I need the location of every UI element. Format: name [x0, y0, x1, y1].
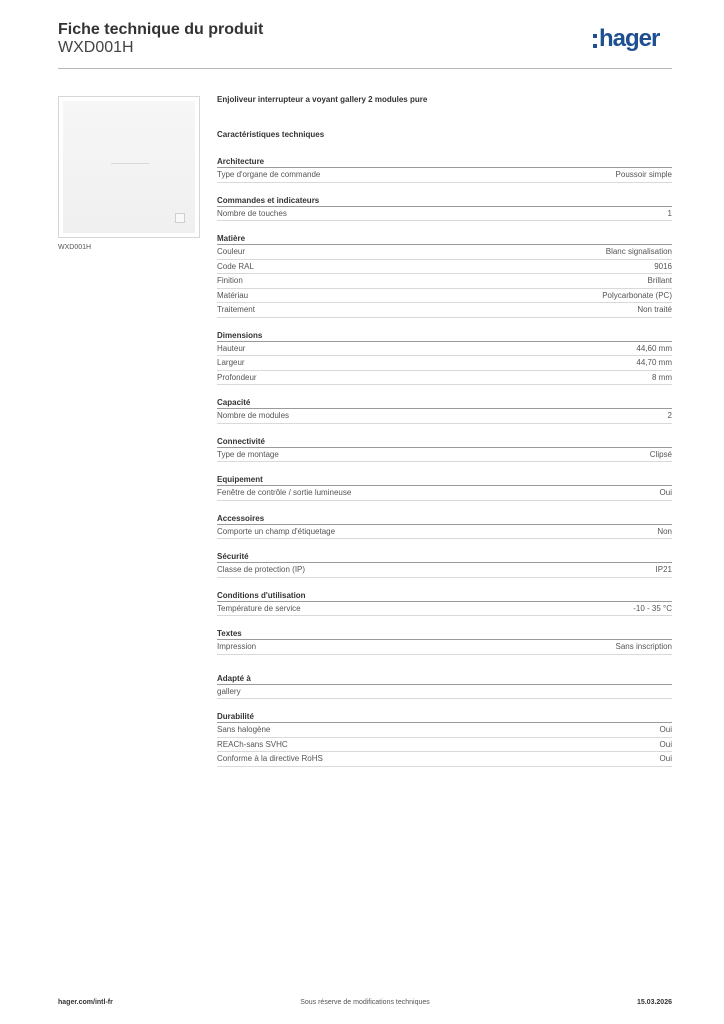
spec-content: [217, 95, 672, 779]
footer-website-link[interactable]: hager.com/intl-fr: [58, 999, 113, 1006]
section-title: Dimensions: [217, 330, 672, 342]
spec-value: Oui: [659, 725, 672, 734]
spec-label: Type de montage: [217, 449, 279, 459]
spec-row: [217, 409, 672, 424]
spec-section: [217, 330, 672, 386]
spec-value: 2: [667, 411, 672, 420]
spec-row: [217, 274, 672, 289]
spec-value: Polycarbonate (PC): [602, 290, 672, 300]
product-image: [58, 96, 200, 238]
spec-label: Sans halogène: [217, 725, 271, 734]
image-caption: WXD001H: [58, 244, 92, 251]
spec-value: 1: [667, 208, 672, 218]
spec-row: [217, 245, 672, 260]
spec-section: [217, 711, 672, 767]
spec-value: Clipsé: [649, 449, 672, 459]
page-footer: [58, 999, 672, 1011]
spec-value: Non: [657, 526, 672, 536]
logo-text: hager: [599, 25, 660, 52]
spec-row: [217, 752, 672, 767]
spec-label: Largeur: [217, 358, 245, 367]
spec-section: [217, 397, 672, 424]
section-title: Equipement: [217, 474, 672, 486]
spec-value: IP21: [655, 565, 672, 574]
spec-value: Poussoir simple: [615, 170, 672, 179]
spec-value: 8 mm: [652, 372, 672, 382]
spec-value: Oui: [659, 488, 672, 497]
spec-label: gallery: [217, 686, 241, 696]
spec-row: [217, 738, 672, 753]
footer-disclaimer: Sous réserve de modifications techniques: [300, 999, 430, 1006]
spec-label: Matériau: [217, 290, 249, 300]
spec-row: [217, 525, 672, 540]
spec-section: [217, 436, 672, 463]
spec-row: [217, 356, 672, 371]
section-title: Commandes et indicateurs: [217, 195, 672, 207]
spec-value: Non traité: [637, 305, 672, 314]
logo-colon-mark: [593, 34, 597, 48]
spec-section: [217, 673, 672, 700]
spec-label: Code RAL: [217, 261, 254, 271]
spec-value: -10 - 35 °C: [633, 603, 672, 613]
section-title: Architecture: [217, 156, 672, 168]
spec-row: [217, 563, 672, 578]
spec-row: [217, 448, 672, 463]
spec-value: Oui: [659, 754, 672, 763]
spec-section: [217, 513, 672, 540]
spec-section: [217, 551, 672, 578]
spec-value: Sans inscription: [615, 642, 672, 651]
section-title: Adapté à: [217, 673, 672, 685]
spec-value: 9016: [654, 261, 672, 271]
spec-row: [217, 289, 672, 304]
section-title: Conditions d'utilisation: [217, 590, 672, 602]
section-title: Matière: [217, 233, 672, 245]
spec-row: [217, 303, 672, 318]
spec-label: Type d'organe de commande: [217, 170, 321, 179]
section-title: Capacité: [217, 397, 672, 409]
spec-row: [217, 207, 672, 222]
spec-row: [217, 640, 672, 655]
label-window-icon: [175, 213, 185, 223]
spec-label: Comporte un champ d'étiquetage: [217, 526, 336, 536]
spec-label: Couleur: [217, 247, 246, 256]
switch-plate-illustration: [63, 101, 195, 233]
spec-sections: [217, 156, 672, 655]
extra-spec-sections: [217, 673, 672, 767]
spec-value: Oui: [659, 739, 672, 749]
spec-value: Brillant: [647, 276, 672, 285]
footer-date: 15.03.2026: [636, 999, 672, 1006]
spec-label: Conforme à la directive RoHS: [217, 754, 323, 763]
spec-label: Profondeur: [217, 372, 257, 382]
spec-section: [217, 156, 672, 183]
spec-row: [217, 685, 672, 700]
spec-label: Nombre de modules: [217, 411, 290, 420]
spec-value: Blanc signalisation: [605, 247, 672, 256]
section-title: Durabilité: [217, 711, 672, 723]
spec-label: Impression: [217, 642, 257, 651]
spec-label: Traitement: [217, 305, 255, 314]
spec-label: Classe de protection (IP): [217, 565, 306, 574]
spec-value: 44,60 mm: [636, 343, 672, 353]
section-title: Connectivité: [217, 436, 672, 448]
spec-label: Hauteur: [217, 343, 246, 353]
spec-label: Finition: [217, 276, 243, 285]
section-title: Accessoires: [217, 513, 672, 525]
spec-section: [217, 195, 672, 222]
spec-label: Nombre de touches: [217, 208, 287, 218]
product-description: Enjoliveur interrupteur a voyant gallery 2 modules pure: [217, 95, 428, 104]
section-title: Sécurité: [217, 551, 672, 563]
spec-row: [217, 602, 672, 617]
led-indicator-strip: [111, 163, 149, 164]
product-reference: WXD001H: [58, 39, 134, 56]
spec-section: [217, 590, 672, 617]
spec-row: [217, 371, 672, 386]
spec-row: [217, 486, 672, 501]
page-title: Fiche technique du produit: [58, 21, 264, 38]
spec-row: [217, 168, 672, 183]
spec-section: [217, 233, 672, 318]
spec-value: 44,70 mm: [636, 358, 672, 367]
spec-section: [217, 474, 672, 501]
spec-label: REACh-sans SVHC: [217, 739, 288, 749]
spec-row: [217, 260, 672, 275]
characteristics-heading: Caractéristiques techniques: [217, 130, 325, 139]
hager-logo: [593, 27, 659, 51]
spec-label: Température de service: [217, 603, 301, 613]
spec-label: Fenêtre de contrôle / sortie lumineuse: [217, 488, 352, 497]
spec-row: [217, 723, 672, 738]
section-title: Textes: [217, 628, 672, 640]
spec-section: [217, 628, 672, 655]
header-divider: [58, 68, 672, 69]
spec-row: [217, 342, 672, 357]
